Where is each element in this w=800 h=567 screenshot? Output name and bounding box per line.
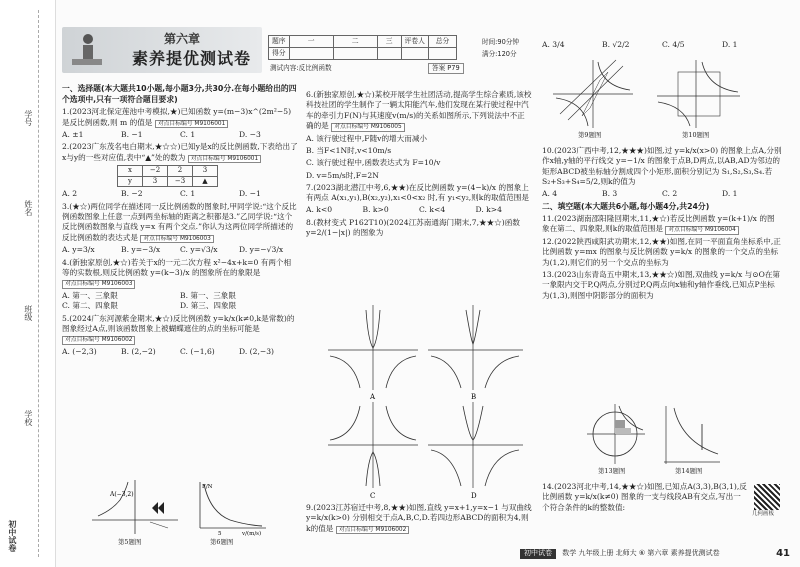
question-3 — [62, 202, 298, 244]
question-2 — [62, 142, 298, 163]
option: D. y=−√3/x — [239, 245, 284, 255]
question-text: 2.(2023广东茂名电白期末,★☆☆)已知y是x的反比例函数,下表给出了x与y的一些对应值,表中“▲”处的数为 — [62, 142, 298, 162]
cell: 二 — [333, 36, 377, 48]
graph-label: A — [370, 393, 376, 401]
footer-text: 数学 九年级上册 北师大 ⑥ 第六章 素养提优测试卷 — [562, 549, 720, 557]
cell: 一 — [289, 36, 333, 48]
cell: 得分 — [269, 48, 290, 60]
chapter-title: 第六章 — [164, 32, 201, 46]
cell: 题序 — [269, 36, 290, 48]
column-2 — [306, 90, 532, 240]
cell: 评卷人 — [401, 36, 428, 48]
figure-9 — [548, 58, 638, 130]
figure-10 — [652, 58, 744, 130]
cut-line — [38, 10, 39, 557]
label-student-id: 学号 — [23, 110, 33, 126]
fig9-caption: 第9题图 — [578, 131, 602, 139]
cell: −2 — [143, 166, 168, 177]
option: C. 第二、四象限 — [62, 301, 118, 311]
cell: 3 — [193, 166, 218, 177]
chapter-banner — [62, 27, 262, 73]
graph-a — [328, 305, 418, 401]
option: D. −1 — [239, 189, 261, 199]
question-text: 9.(2023江苏宿迁中考,8,★★)如图,直线 y=x+1,y=x−1 与双曲线 y=k/x(k>0) 分别相交于点A,B,C,D.若四边形ABCD的面积为4,则k的值是 — [306, 503, 532, 533]
section-2-title: 二、填空题(本大题共6小题,每小题4分,共24分) — [542, 201, 710, 211]
cell: 2 — [168, 166, 193, 177]
option: B. −2 — [121, 189, 143, 199]
score-info: 满分:120分 — [482, 50, 517, 58]
figure-5 — [90, 478, 180, 536]
cell: 3 — [143, 176, 168, 187]
cell: −3 — [168, 176, 193, 187]
column-1 — [62, 84, 298, 359]
cell — [428, 48, 456, 60]
option: C. 1 — [180, 130, 196, 140]
qr-label: 几何画板 — [752, 511, 775, 517]
question-11 — [542, 214, 782, 235]
cell — [377, 48, 401, 60]
question-text: 5.(2024广东河源紫金期末,★☆)反比例函数 y=k/x(k≠0,k是常数)的图象经过A点,则该函数图象上被蝴蝶遮住的点的坐标可能是 — [62, 313, 295, 333]
question-1 — [62, 107, 298, 128]
time-info: 时间:90分钟 — [482, 38, 519, 46]
cell — [289, 48, 333, 60]
question-9 — [306, 503, 532, 534]
question-6 — [306, 90, 532, 132]
option: A. 第一、三象限 — [62, 290, 118, 300]
section-1-title: 一、选择题(本大题共10小题,每小题3分,共30分.在每小题给出的四个选项中,只有一项符合题目要求) — [62, 84, 297, 104]
fig5-caption: 第5题图 — [118, 538, 142, 546]
option: C. 4/5 — [662, 40, 685, 49]
cell — [333, 48, 377, 60]
exam-title: 素养提优测试卷 — [132, 49, 252, 68]
graph-d — [428, 402, 523, 500]
fig6-tick: 5 — [218, 531, 222, 536]
question-10: 10.(2023广西中考,12,★★★)如图,过 y=k/x(x>0) 的图象上点A,分别作x轴,y轴的平行线交 y=−1/x 的图象于点B,D两点,以AB,AD为邻边的矩形ABCD被坐标轴分割成四个小矩形,面积分别记为 S₁,S₂,S₃,S₄.若 S₂+S₃+S₄=5/2,则k的值为 — [542, 146, 782, 186]
target-tag: 对点目标编号 M9106003 — [62, 280, 135, 289]
option: A. ±1 — [62, 130, 84, 140]
question-12: 12.(2022陕西咸阳武功期末,12,★★)如图,在同一平面直角坐标系中,正比例函数 y=mx 的图象与反比例函数 y=k/x 的图象的一个交点的坐标为(1,2),则它们的另一个交点的坐标为 — [542, 237, 781, 267]
options-3 — [62, 245, 298, 255]
cell: 总分 — [428, 36, 456, 48]
target-tag: 对点目标编号 M9106002 — [336, 526, 409, 535]
graph-label: B — [471, 393, 477, 401]
option: D. 第三、四象限 — [180, 301, 237, 311]
cell: x — [118, 166, 143, 177]
option: B. y=−3/x — [121, 245, 161, 255]
question-8: 8.(教材变式 P162T10)(2024江苏南通海门期末,7,★★☆)函数 y=2/(1−|x|) 的图象为 — [306, 217, 520, 238]
option: A. (−2,3) — [62, 346, 97, 356]
options-9 — [542, 40, 782, 50]
option: B. k>0 — [362, 205, 389, 215]
options-4 — [62, 291, 298, 312]
brand-logo: 初中试卷 — [7, 520, 17, 552]
option: A. 3/4 — [542, 40, 565, 49]
label-name: 姓名 — [23, 200, 33, 216]
butterfly-icon — [152, 502, 164, 514]
cell: 三 — [377, 36, 401, 48]
option: C. 1 — [180, 189, 196, 199]
graph-label: C — [370, 492, 376, 500]
fig13-caption: 第13题图 — [598, 467, 626, 475]
figure-6 — [190, 478, 270, 536]
answer-ref: 答案 P79 — [428, 63, 464, 74]
target-tag: 对点目标编号 M9106001 — [188, 155, 261, 164]
option: A. 该行驶过程中,F随v的增大而减小 — [306, 133, 428, 143]
option: D. 1 — [722, 40, 738, 49]
option: C. k<4 — [419, 205, 446, 215]
page-number: 41 — [776, 548, 790, 559]
option: A. k<0 — [306, 205, 333, 215]
target-tag: 对点目标编号 M9106003 — [140, 235, 213, 244]
graph-b — [428, 305, 523, 401]
fig5-point-label: A(−3,2) — [110, 491, 134, 498]
option: C. (−1,6) — [180, 346, 215, 356]
target-tag: 对点目标编号 M9106001 — [155, 120, 228, 129]
cell — [401, 48, 428, 60]
question-14: 14.(2023河北中考,14,★★☆)如图,已知点A(3,3),B(3,1),反比例函数 y=k/x(k≠0) 图象的一支与线段AB有交点,写出一个符合条件的k的整数值: — [542, 482, 747, 512]
option: C. 2 — [662, 189, 678, 199]
question-text: 3.(★☆)两位同学在描述同一反比例函数的图象时,甲同学说:“这个反比例函数图象上任意一点到两坐标轴的距离之积都是3.”乙同学说:“这个反比例函数图象与直线 y=x 有两个交点.”你认为这两位同学所描述的反比例函数的表达式是 — [62, 201, 297, 242]
target-tag: 对点目标编号 M9106004 — [665, 226, 738, 235]
option: B. 当F<1N时,v<10m/s — [306, 145, 392, 155]
cell: ▲ — [193, 176, 218, 187]
option: D. 1 — [722, 189, 738, 199]
question-13: 13.(2023山东青岛五中期末,13,★★☆)如图,双曲线 y=k/x 与⊙O在第一象限内交于P,Q两点,分别过P,Q两点向x轴和y轴作垂线,已知点P坐标为(1,3),则图中阴影部分的面积为 — [542, 270, 781, 300]
cell: y — [118, 176, 143, 187]
option: D. (2,−3) — [239, 346, 275, 356]
target-tag: 对点目标编号 M9106002 — [62, 336, 135, 345]
footer-tab: 初中试卷 — [520, 549, 556, 559]
question-text: 6.(新独家原创,★☆)某校开展学生社团活动,提高学生综合素质,该校科技社团的学生制作了一辆太阳能汽车,他们发现在某行驶过程中汽车的牵引力F(N)与其速度v(m/s)的关系如图所示,下列说法中不正确的是 — [306, 90, 532, 130]
column-3-text — [542, 146, 782, 303]
q2-table — [117, 165, 218, 187]
label-class: 班级 — [23, 305, 33, 321]
fig6-caption: 第6题图 — [210, 538, 234, 546]
fig14-caption: 第14题图 — [675, 467, 703, 475]
fig6-x-label: v/(m/s) — [242, 531, 262, 536]
figure-14 — [660, 402, 722, 466]
question-4 — [62, 258, 298, 289]
fig10-caption: 第10题图 — [682, 131, 710, 139]
qr-code-icon — [754, 484, 780, 510]
graph-label: D — [471, 492, 477, 500]
option: A. 4 — [542, 189, 558, 199]
figure-13 — [585, 402, 647, 466]
test-content: 测试内容:反比例函数 — [270, 64, 332, 72]
label-school: 学校 — [23, 410, 33, 426]
score-table — [268, 35, 457, 60]
option: D. v=5m/s时,F=2N — [306, 170, 379, 180]
option: D. −3 — [239, 130, 261, 140]
question-text: 1.(2023河北保定莲池中考模拟,★)已知函数 y=(m−3)x^(2m²−5) 是反比例函数,则 m 的值是 — [62, 107, 292, 127]
option: B. 第一、三象限 — [180, 290, 236, 300]
student-figure-icon — [68, 31, 106, 69]
graph-c — [328, 402, 418, 500]
option: B. (2,−2) — [121, 346, 156, 356]
option: C. 该行驶过程中,函数表达式为 F=10/v — [306, 158, 441, 168]
question-text: 11.(2023湖南邵阳隆回期末,11,★☆)若反比例函数 y=(k+1)/x 的图象在第二、四象限,则k的取值范围是 — [542, 214, 775, 234]
option: A. 2 — [62, 189, 78, 199]
page-footer — [520, 549, 790, 563]
options-2 — [62, 189, 298, 199]
option: D. k>4 — [475, 205, 502, 215]
option: C. y=√3/x — [180, 245, 218, 255]
options-10 — [542, 189, 782, 199]
options-7 — [306, 205, 532, 215]
q8-graphs — [318, 300, 528, 500]
option: B. −1 — [121, 130, 143, 140]
question-7: 7.(2023湖北潜江中考,6,★★)在反比例函数 y=(4−k)/x 的图象上有两点 A(x₁,y₁),B(x₂,y₂),x₁<0<x₂ 时,有 y₁<y₂,则k的取值范围是 — [306, 182, 529, 203]
binding-strip — [0, 0, 56, 567]
option: A. y=3/x — [62, 245, 95, 255]
fig6-y-label: F/N — [202, 484, 213, 490]
options-5 — [62, 347, 298, 357]
question-5 — [62, 314, 298, 345]
question-text: 4.(新独家原创,★☆)若关于x的一元二次方程 x²−4x+k=0 有两个相等的实数根,则反比例函数 y=(k−3)/x 的图象所在的象限是 — [62, 257, 292, 277]
options-1 — [62, 130, 298, 140]
option: B. 3 — [602, 189, 618, 199]
option: B. √2/2 — [602, 40, 630, 49]
target-tag: 对点目标编号 M9106005 — [331, 123, 404, 132]
